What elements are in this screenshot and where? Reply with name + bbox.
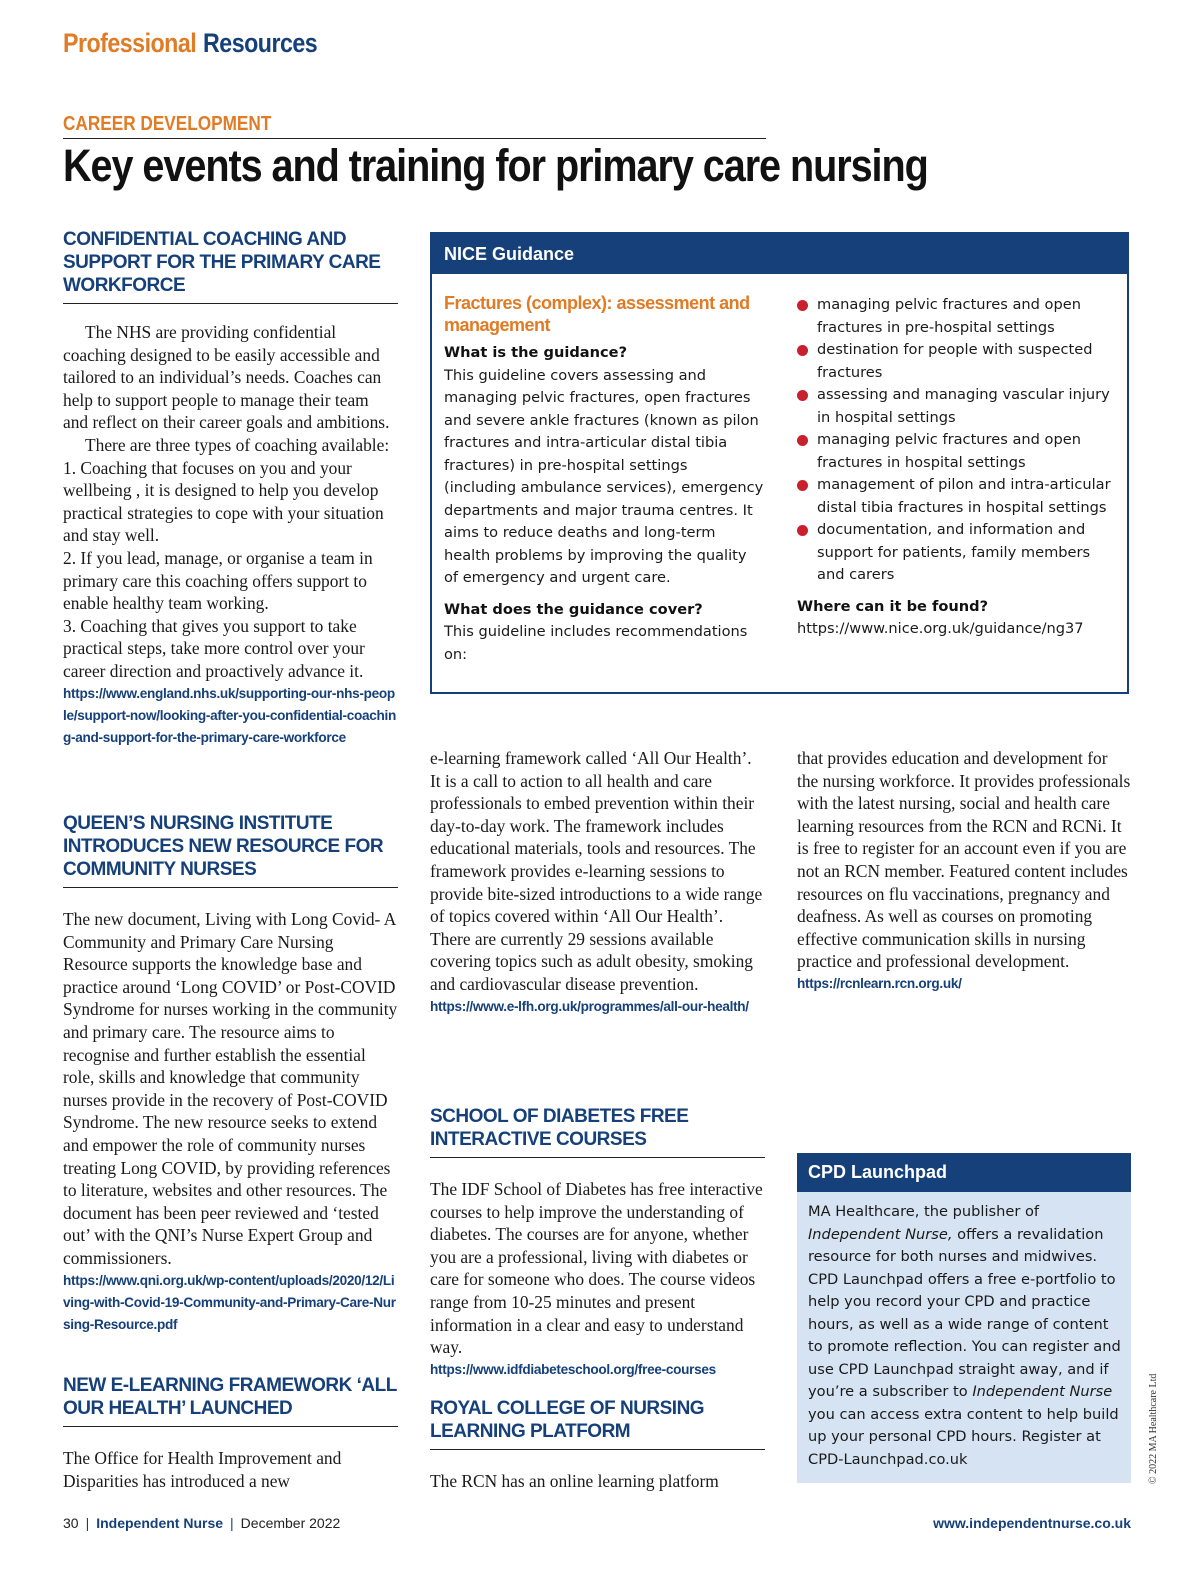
diabetes-paragraph: The IDF School of Diabetes has free interactive courses to help improve the understanding of diabetes. The courses are for anyone, whether you are a professional, living with diabetes or care for someone who does. The course videos range from 10-25 minutes and present information in a clear and easy to understand way.: [430, 1179, 763, 1358]
copyright-notice: © 2022 MA Healthcare Ltd: [1148, 1373, 1159, 1484]
bullet-icon: [797, 345, 808, 356]
cpd-magazine-name: Independent Nurse,: [808, 1225, 953, 1243]
nice-guidance-box: [430, 232, 1129, 694]
bullet-text: managing pelvic fractures and open fractures in hospital settings: [817, 431, 1081, 471]
bullet-text: assessing and managing vascular injury in hospital settings: [817, 386, 1110, 426]
nice-question-1: What is the guidance?: [444, 344, 628, 361]
bullet-icon: [797, 300, 808, 311]
page-title: Key events and training for primary care nursing: [63, 140, 928, 191]
diabetes-section: [430, 1105, 765, 1381]
nice-url[interactable]: https://www.nice.org.uk/guidance/ng37: [797, 620, 1084, 637]
list-item: [797, 294, 1122, 339]
rcn-paragraph-cont: that provides education and development for the nursing workforce. It provides professionals with the latest nursing, social and health care learning resources from the RCN and RCNi. It is free to register for an account even if you are not an RCN member. Featured content includes resources on flu vaccinations, pregnancy and deafness. As well as courses on promoting effective communication skills in nursing practice and professional development.: [797, 748, 1131, 972]
list-item: [797, 519, 1122, 587]
bullet-text: destination for people with suspected fractures: [817, 341, 1093, 381]
footer-left: [63, 1515, 340, 1531]
elearning-section: [63, 1374, 398, 1492]
footer-url-part: .co.uk: [1090, 1515, 1131, 1531]
cpd-text-part: offers a revalidation resource for both nurses and midwives. CPD Launchpad offers a free e-portfolio to help you record your CPD and practice hours, as well as a wide range of content to promote reflection. You can register and use CPD Launchpad straight away, and if you’re a subscriber to: [808, 1225, 1121, 1400]
cpd-text: [808, 1201, 1124, 1471]
nice-bullet-list: [797, 294, 1122, 587]
coaching-item-3: 3. Coaching that gives you support to take practical steps, take more control over your career direction and proactively advance it.: [63, 615, 365, 681]
issue-date: December 2022: [240, 1515, 341, 1531]
qni-heading: QUEEN’S NURSING INSTITUTE INTRODUCES NEW RESOURCE FOR COMMUNITY NURSES: [63, 812, 398, 888]
bullet-icon: [797, 390, 808, 401]
coaching-link[interactable]: https://www.england.nhs.uk/supporting-our-nhs-people/support-now/looking-after-you-confidential-coaching-and-support-for-the-primary-care-workforce: [63, 685, 397, 746]
kicker-divider: [63, 138, 766, 139]
elearning-heading: NEW E-LEARNING FRAMEWORK ‘ALL OUR HEALTH’ LAUNCHED: [63, 1374, 398, 1427]
nice-question-2: What does the guidance cover?: [444, 600, 703, 618]
coaching-item-2: 2. If you lead, manage, or organise a team in primary care this coaching offers support to enable healthy team working.: [63, 547, 373, 614]
qni-link[interactable]: https://www.qni.org.uk/wp-content/uploads/2020/12/Living-with-Covid-19-Community-and-Primary-Care-Nursing-Resource.pdf: [63, 1272, 396, 1333]
footer-url[interactable]: [933, 1515, 1131, 1531]
magazine-name-part: Nurse: [183, 1515, 224, 1531]
nice-question-3: Where can it be found?: [797, 597, 989, 615]
elearning-link[interactable]: https://www.e-lfh.org.uk/programmes/all-our-health/: [430, 998, 749, 1014]
footer-url-part: www.independent: [933, 1515, 1053, 1531]
qni-paragraph: The new document, Living with Long Covid- A Community and Primary Care Nursing Resource supports the knowledge base and practice around ‘Long COVID’ or Post-COVID Syndrome for nurses working in the community and primary care. The resource aims to recognise and further establish the essential role, skills and knowledge that community nurses provide in the recovery of Post-COVID Syndrome. The new resource seeks to extend and empower the role of community nurses treating Long COVID, by providing references to literature, websites and other resources. The document has been peer reviewed and ‘tested out’ with the QNI’s Nurse Expert Group and commissioners.: [63, 909, 398, 1268]
page-number: 30: [63, 1515, 79, 1531]
nice-right-column: [797, 294, 1122, 641]
diabetes-heading: SCHOOL OF DIABETES FREE INTERACTIVE COURSES: [430, 1105, 765, 1158]
rcn-section: [430, 1397, 765, 1493]
bullet-icon: [797, 435, 808, 446]
cpd-heading: CPD Launchpad: [797, 1153, 1131, 1192]
diabetes-link[interactable]: https://www.idfdiabeteschool.org/free-courses: [430, 1361, 716, 1377]
cpd-launchpad-box: [797, 1153, 1131, 1483]
bullet-icon: [797, 525, 808, 536]
footer-separator: |: [85, 1515, 90, 1531]
bullet-text: management of pilon and intra-articular distal tibia fractures in hospital settings: [817, 476, 1111, 516]
elearning-paragraph-cont: e-learning framework called ‘All Our Health’. It is a call to action to all health and care professionals to embed prevention within their day-to-day work. The framework includes educational materials, tools and resources. The framework provides e-learning sessions to provide bite-sized introductions to a wide range of topics covered within ‘All Our Health’. There are currently 29 sessions available covering topics such as adult obesity, smoking and cardiovascular disease prevention.: [430, 748, 763, 994]
elearning-paragraph-start: The Office for Health Improvement and Disparities has introduced a new: [63, 1448, 342, 1491]
rcn-link[interactable]: https://rcnlearn.rcn.org.uk/: [797, 975, 962, 991]
cpd-magazine-name: Independent Nurse: [972, 1383, 1113, 1400]
magazine-name: [96, 1515, 223, 1531]
magazine-name-part: Independent: [96, 1515, 184, 1531]
bullet-icon: [797, 480, 808, 491]
nice-answer-2: This guideline includes recommendations on:: [444, 623, 748, 663]
brand-professional: Professional: [63, 28, 197, 58]
footer-url-part: nurse: [1052, 1515, 1091, 1531]
bullet-text: managing pelvic fractures and open fractures in pre-hospital settings: [817, 296, 1081, 336]
rcn-paragraph-start: The RCN has an online learning platform: [430, 1471, 719, 1491]
cpd-text-part: MA Healthcare, the publisher of: [808, 1203, 1040, 1220]
brand-resources: Resources: [203, 28, 318, 58]
rcn-continued: [797, 747, 1132, 995]
nice-subtitle: Fractures (complex): assessment and management: [444, 293, 750, 335]
list-item: [797, 474, 1122, 519]
nice-guidance-heading: NICE Guidance: [432, 234, 1127, 274]
coaching-paragraph-1: The NHS are providing confidential coaching designed to be easily accessible and tailored to an individual’s needs. Coaches can help to support people to manage their team and reflect on their career goals and ambitions.: [63, 322, 390, 433]
cpd-text-part: you can access extra content to help build up your personal CPD hours. Register at CPD-Launchpad.co.uk: [808, 1405, 1119, 1468]
qni-section: [63, 812, 398, 1337]
list-item: [797, 339, 1122, 384]
rcn-heading: ROYAL COLLEGE OF NURSING LEARNING PLATFORM: [430, 1397, 765, 1450]
bullet-text: documentation, and information and support for patients, family members and carers: [817, 521, 1091, 583]
coaching-paragraph-2: There are three types of coaching available:: [85, 434, 390, 455]
nice-left-column: [444, 292, 764, 666]
coaching-section: [63, 228, 398, 750]
footer-separator: |: [230, 1515, 234, 1531]
list-item: [797, 384, 1122, 429]
coaching-item-1: 1. Coaching that focuses on you and your wellbeing , it is designed to help you develop practical strategies to cope with your situation and stay well.: [63, 457, 384, 546]
section-brand: [63, 28, 317, 59]
elearning-continued: [430, 747, 765, 1018]
kicker: CAREER DEVELOPMENT: [63, 113, 272, 135]
list-item: [797, 429, 1122, 474]
coaching-heading: CONFIDENTIAL COACHING AND SUPPORT FOR THE PRIMARY CARE WORKFORCE: [63, 228, 398, 304]
nice-answer-1: This guideline covers assessing and managing pelvic fractures, open fractures and severe ankle fractures (known as pilon fractures and intra-articular distal tibia fractures) in pre-hospital settings (including ambulance services), emergency departments and major trauma centres. It aims to reduce deaths and long-term health problems by improving the quality of emergency and urgent care.: [444, 366, 764, 586]
